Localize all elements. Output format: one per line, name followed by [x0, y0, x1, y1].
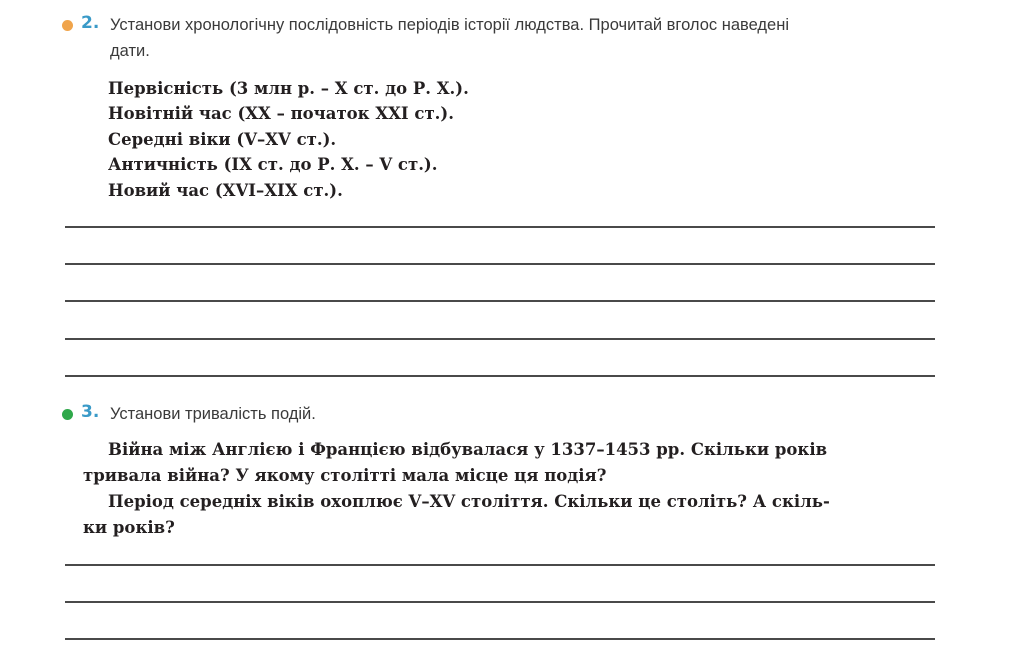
task-2-bullet-icon	[62, 20, 73, 31]
task-3-bullet-icon	[62, 409, 73, 420]
answer-line[interactable]	[65, 638, 935, 640]
task-2-instruction-line-2: дати.	[110, 42, 150, 60]
period-item: Середні віки (V–XV ст.).	[108, 130, 337, 149]
answer-line[interactable]	[65, 226, 935, 228]
period-item: Новітній час (XX – початок XXI ст.).	[108, 104, 454, 123]
answer-line[interactable]	[65, 564, 935, 566]
period-item: Новий час (XVI–XIX ст.).	[108, 181, 343, 200]
task-3-number: 3.	[81, 402, 100, 422]
task-3-text-line: Війна між Англією і Францією відбувалася у 1337–1453 рр. Скільки років	[108, 440, 828, 459]
task-3-text-line: тривала війна? У якому столітті мала місце ця подія?	[83, 466, 607, 485]
task-3-instruction: Установи тривалість подій.	[110, 405, 316, 423]
answer-line[interactable]	[65, 338, 935, 340]
answer-line[interactable]	[65, 601, 935, 603]
task-3-text-line: Період середніх віків охоплює V–XV століття. Скільки це століть? А скіль-	[108, 492, 830, 511]
answer-line[interactable]	[65, 375, 935, 377]
task-2-number: 2.	[81, 13, 100, 33]
answer-line[interactable]	[65, 263, 935, 265]
answer-line[interactable]	[65, 300, 935, 302]
task-3-text-line: ки років?	[83, 518, 175, 537]
task-2-instruction-line-1: Установи хронологічну послідовність періодів історії людства. Прочитай вголос наведені	[110, 16, 789, 34]
period-item: Античність (IX ст. до Р. Х. – V ст.).	[108, 155, 438, 174]
period-item: Первісність (3 млн р. – X ст. до Р. Х.).	[108, 79, 469, 98]
